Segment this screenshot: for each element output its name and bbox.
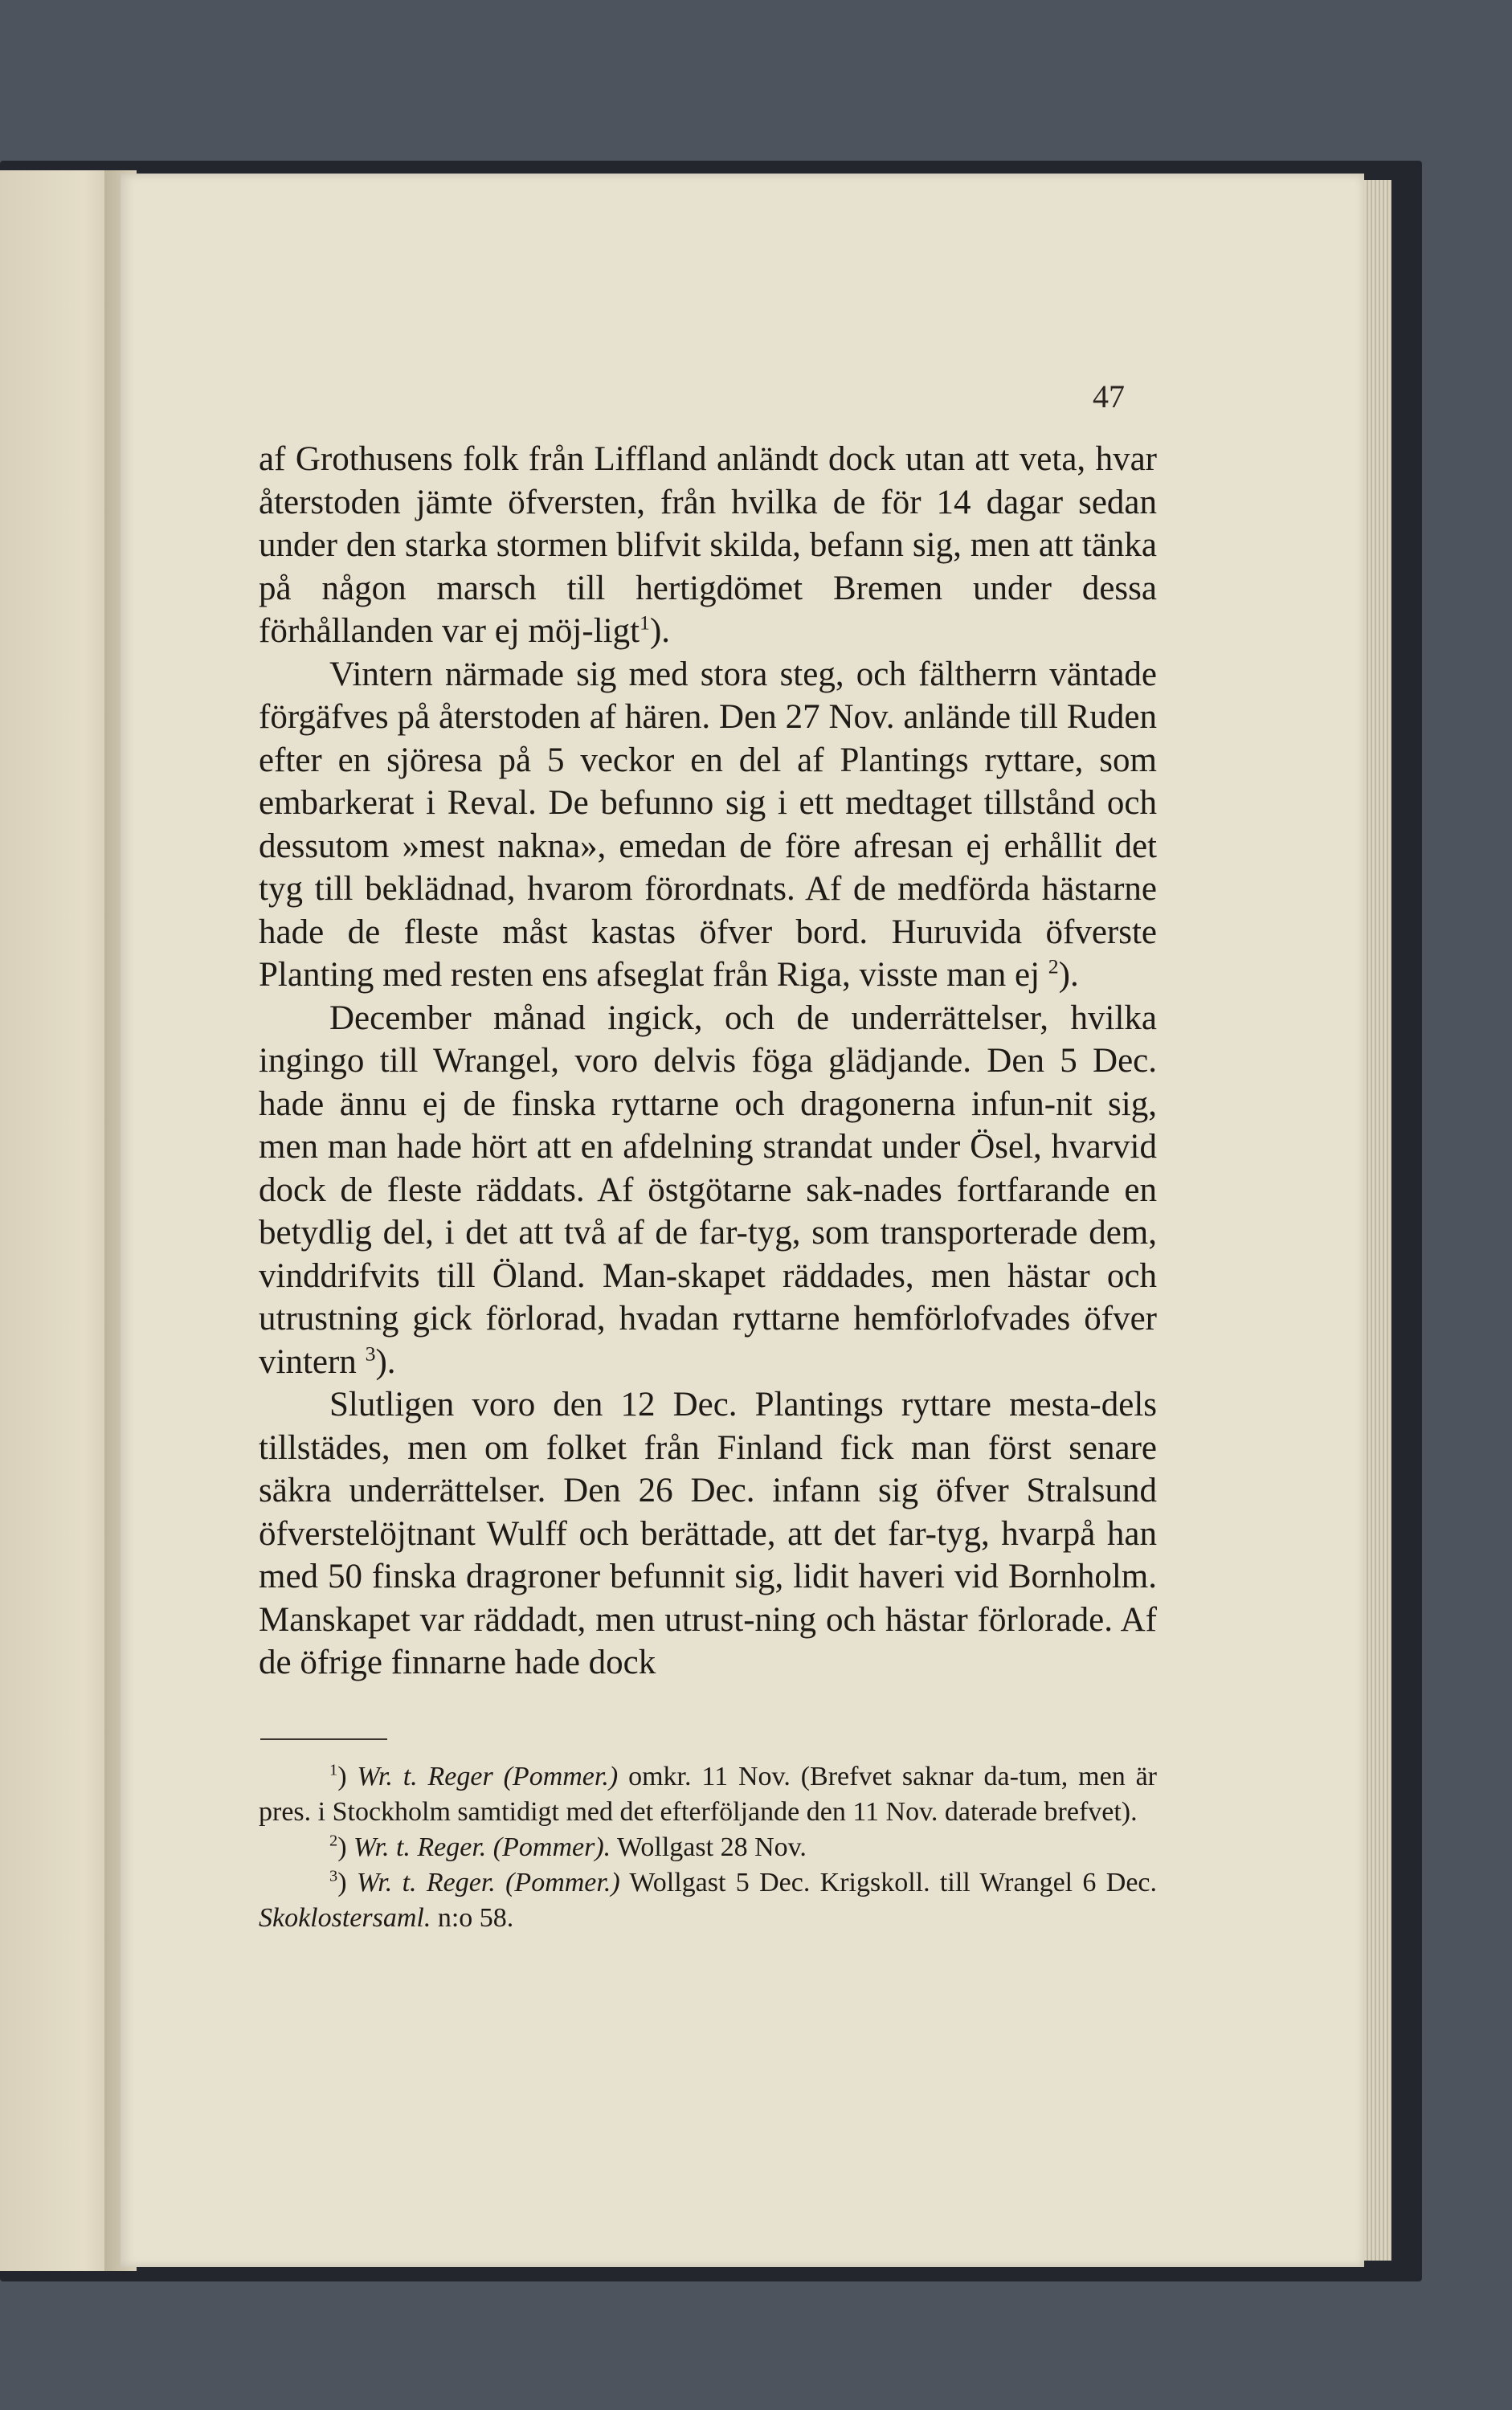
footnotes xyxy=(259,1759,1157,1936)
footnote-2-mark: 2 xyxy=(329,1832,338,1850)
footnote-3-text: Wollgast 5 Dec. Krigskoll. till Wrangel 6 Dec. xyxy=(629,1868,1157,1897)
footnote-1-text: omkr. 11 Nov. (Brefvet saknar da-tum, men är pres. i Stockholm samtidigt med det efterföljande den 11 Nov. daterade brefvet). xyxy=(259,1762,1157,1827)
footnote-2: $^2$) Wr. t. Reger. (Pommer). Wollgast 28 Nov. xyxy=(329,1832,807,1862)
paragraph-2 xyxy=(259,653,1157,997)
footnote-1: $^1$) Wr. t. Reger (Pommer.) omkr. 11 Nov. (Brefvet saknar da-tum, men är pres. i Stockholm samtidigt med det efterföljande den 11 Nov. daterade brefvet). xyxy=(259,1761,1157,1827)
footnote-3-text-2: n:o 58. xyxy=(437,1903,514,1933)
footnote-1-source: Wr. t. Reger (Pommer.) xyxy=(357,1762,619,1791)
footnote-3-source-2: Skoklostersaml. xyxy=(259,1903,431,1933)
paragraph-1-end: ). xyxy=(649,612,671,650)
footnote-divider xyxy=(260,1738,387,1740)
paragraph-4-text: Slutligen voro den 12 Dec. Plantings ryttare mesta-dels tillstädes, men om folket från Finland fick man först senare säkra underrättelser. Den 26 Dec. infann sig öfver Stralsund öfverstelöjtnant Wulff och berättade, att det far-tyg, hvarpå han med 50 finska dragroner befunnit sig, lidit haveri vid Bornholm. Manskapet var räddadt, men utrust-ning och hästar förlorade. Af de öfrige finnarne hade dock xyxy=(259,1386,1157,1681)
footnote-3-source: Wr. t. Reger. (Pommer.) xyxy=(356,1868,620,1897)
paragraph-2-end: ). xyxy=(1058,956,1079,994)
paragraph-4 xyxy=(259,1383,1157,1685)
page-number: 47 xyxy=(1093,378,1125,415)
footnote-ref-1: 1 xyxy=(640,611,650,635)
footnote-3-mark: 3 xyxy=(329,1867,338,1885)
paragraph-3-text: December månad ingick, och de underrättelser, hvilka ingingo till Wrangel, voro delvis föga glädjande. Den 5 Dec. hade ännu ej de finska ryttarne och dragonerna infun-nit sig, men man hade hört att en afdelning strandat under Ösel, hvarvid dock de fleste räddats. Af östgötarne sak-nades fortfarande en betydlig del, i det att två af de far-tyg, som transporterade dem, vinddrifvits till Öland. Man-skapet räddades, men hästar och utrustning gick förlorad, hvadan ryttarne hemförlofvades öfver vintern xyxy=(259,999,1157,1381)
paragraph-2-text: Vintern närmade sig med stora steg, och fältherrn väntade förgäfves på återstoden af hären. Den 27 Nov. anlände till Ruden efter en sjöresa på 5 veckor en del af Plantings ryttare, som embarkerat i Reval. De befunno sig i ett medtaget tillstånd och dessutom »mest nakna», emedan de före afresan ej erhållit det tyg till beklädnad, hvarom förordnats. Af de medförda hästarne hade de fleste måst kastas öfver bord. Huruvida öfverste Planting med resten ens afseglat från Riga, visste man ej xyxy=(259,655,1157,994)
paragraph-1 xyxy=(259,438,1157,653)
paragraph-3-end: ). xyxy=(375,1342,396,1381)
main-text xyxy=(259,438,1157,1685)
footnote-2-text: Wollgast 28 Nov. xyxy=(617,1832,807,1862)
footnote-2-source: Wr. t. Reger. (Pommer). xyxy=(353,1832,611,1862)
paragraph-3 xyxy=(259,997,1157,1384)
paragraph-1-text: af Grothusens folk från Liffland anländt dock utan att veta, hvar återstoden jämte öfversten, från hvilka de för 14 dagar sedan under den starka stormen blifvit skilda, befann sig, men att tänka på någon marsch till hertigdömet Bremen under dessa förhållanden var ej möj-ligt xyxy=(259,440,1157,650)
page-stack-edge xyxy=(1364,180,1391,2261)
footnote-3: $^3$) Wr. t. Reger. (Pommer.) Wollgast 5 Dec. Krigskoll. till Wrangel 6 Dec. Skoklostersaml. n:o 58. xyxy=(259,1867,1157,1933)
footnote-ref-2: 2 xyxy=(1048,954,1059,978)
footnote-ref-3: 3 xyxy=(365,1342,376,1366)
footnote-1-mark: 1 xyxy=(329,1761,338,1779)
left-page-edge xyxy=(0,170,121,2271)
